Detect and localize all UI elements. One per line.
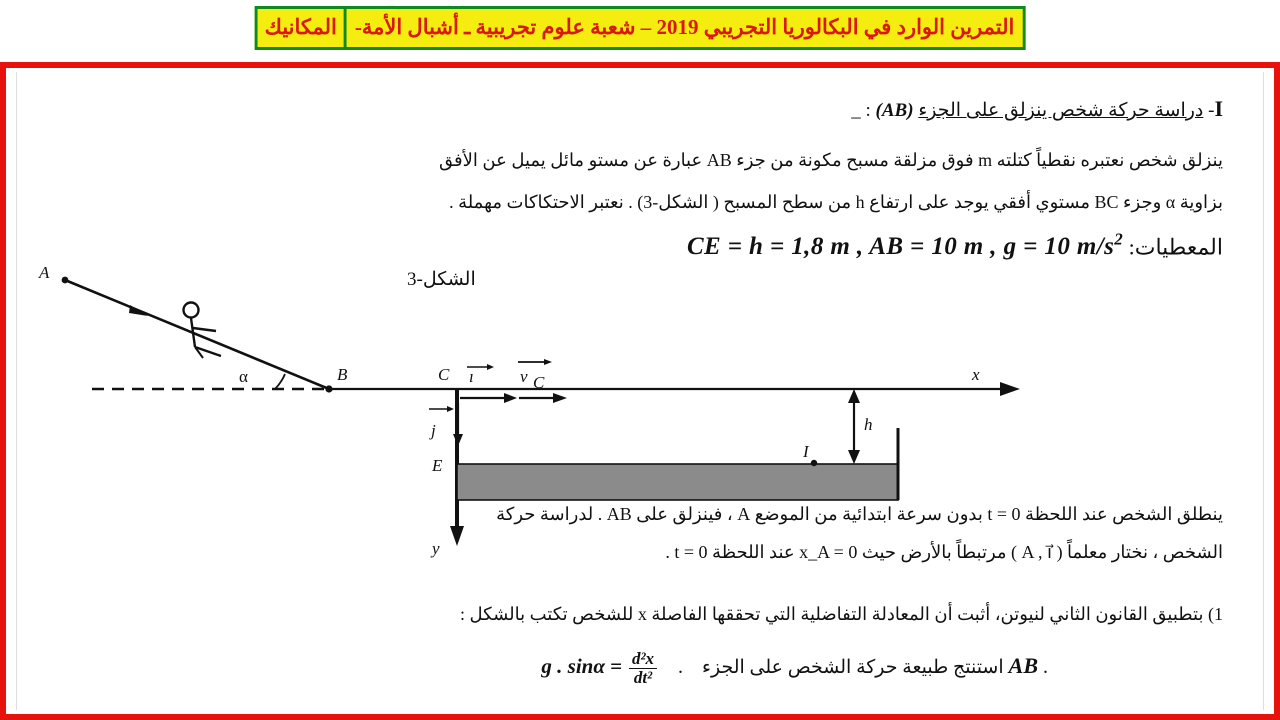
- point-a-dot: [62, 277, 69, 284]
- equation-trailing-period: .: [1043, 655, 1048, 678]
- paragraph-1-text: ينزلق شخص نعتبره نقطياً كتلته m فوق مزلقة مسبح مكونة من جزء AB عبارة عن مستو مائل يميل عن الأفق: [439, 150, 1223, 170]
- unit-vector-i-overbar-arrow: [487, 364, 494, 370]
- equation-separator-period: .: [678, 655, 684, 678]
- section-heading-text: دراسة حركة شخص ينزلق على الجزء: [918, 100, 1204, 121]
- x-axis-label: x: [972, 365, 980, 384]
- equation-line: [541, 650, 1048, 687]
- unit-vector-j-arrow: [453, 434, 463, 446]
- equation-numerator: d²x: [629, 650, 657, 669]
- velocity-vector-arrow: [553, 393, 567, 403]
- point-i-dot: [811, 460, 817, 466]
- givens-line: [687, 230, 1223, 261]
- unit-vector-i-label: ı: [469, 367, 474, 386]
- question-1: [460, 604, 1223, 625]
- givens-label: المعطيات: [1134, 234, 1223, 260]
- paragraph-4-text: الشخص ، نختار معلماً ( A , i⃗ ) مرتبطاً بالأرض حيث x_A = 0 عند اللحظة t = 0 .: [665, 542, 1223, 562]
- incline-segment-ab: [65, 280, 329, 389]
- question-1-text: 1) بتطبيق القانون الثاني لنيوتن، أثبت أن المعادلة التفاضلية التي تحققها الفاصلة x للشخص تكتب بالشكل :: [460, 604, 1223, 624]
- givens-exponent: 2: [1114, 230, 1124, 249]
- paragraph-4: [665, 542, 1223, 563]
- stick-figure-arm: [193, 328, 216, 331]
- title-main-text: التمرين الوارد في البكالوريا التجريبي 2019 – شعبة علوم تجريبية ـ أشبال الأمة-: [347, 9, 1023, 47]
- paragraph-2: [449, 192, 1223, 213]
- unit-vector-j-label: j: [431, 421, 436, 440]
- page-frame: [0, 62, 1280, 720]
- title-banner-box: [255, 6, 1026, 50]
- paragraph-1: [439, 150, 1223, 171]
- velocity-vector-subscript: C: [533, 373, 545, 392]
- section-heading: [851, 96, 1223, 122]
- angle-arc: [275, 374, 285, 389]
- section-dash: -: [1208, 100, 1215, 121]
- velocity-overbar-arrow: [544, 359, 552, 365]
- unit-vector-j-overbar-arrow: [447, 406, 454, 412]
- figure-caption: الشكل-3: [407, 269, 476, 290]
- paragraph-3-text: ينطلق الشخص عند اللحظة t = 0 بدون سرعة ابتدائية من الموضع A ، فينزلق على AB . لدراسة حركة: [496, 504, 1223, 524]
- point-e-label: E: [432, 456, 443, 475]
- section-roman-numeral: I: [1214, 96, 1223, 121]
- equation-fraction: [629, 650, 657, 687]
- document-paper: [16, 72, 1264, 710]
- height-arrow-top: [848, 389, 860, 403]
- incline-direction-arrow: [129, 305, 148, 316]
- height-label: h: [864, 415, 873, 434]
- velocity-vector-label: v: [520, 367, 528, 386]
- equation-right-side: g . sinα: [541, 653, 605, 678]
- height-arrow-bottom: [848, 450, 860, 464]
- point-i-label: I: [803, 442, 809, 461]
- givens-expression-text: CE = h = 1,8 m , AB = 10 m , g = 10 m/s: [686, 233, 1115, 261]
- paragraph-2-text: بزاوية α وجزء BC مستوي أفقي يوجد على ارتفاع h من سطح المسبح ( الشكل-3) . نعتبر الاحتكاكات مهملة .: [449, 192, 1223, 212]
- stick-figure-head: [184, 303, 199, 318]
- givens-expression: [686, 230, 1124, 261]
- angle-label: α: [239, 367, 248, 386]
- equation-trailing-text: استنتج طبيعة حركة الشخص على الجزء: [702, 656, 1004, 678]
- title-banner: [0, 0, 1280, 54]
- point-b-label: B: [337, 365, 348, 384]
- paragraph-3: [496, 504, 1223, 525]
- water-block: [457, 464, 898, 500]
- y-axis-label: y: [432, 539, 440, 558]
- equation-equals: =: [609, 653, 622, 678]
- section-heading-suffix: : _: [851, 100, 871, 121]
- x-axis-arrowhead: [1000, 382, 1020, 396]
- equation-denominator: dt²: [633, 667, 653, 687]
- equation-trailing-part: AB: [1008, 652, 1038, 678]
- title-topic-text: المكانيك: [258, 9, 347, 47]
- givens-colon: :: [1128, 234, 1135, 260]
- point-c-label: C: [438, 365, 450, 384]
- unit-vector-i-arrow: [504, 393, 517, 403]
- y-axis-arrowhead: [450, 526, 464, 546]
- point-a-label: A: [39, 263, 50, 282]
- section-heading-part: (AB): [875, 100, 914, 121]
